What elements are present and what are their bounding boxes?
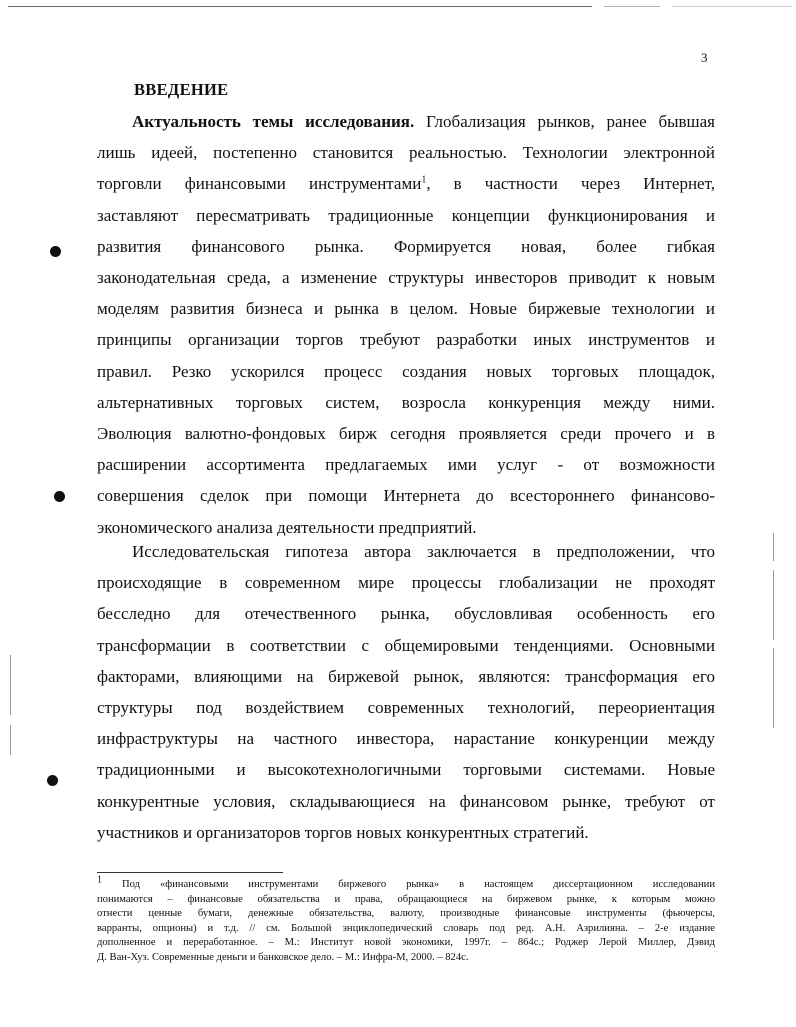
footnote-separator <box>97 872 283 873</box>
text-fragment: Под «финансовыми инструментами биржевого рынка» в настоящем диссертационном исследовании <box>102 879 715 890</box>
text-line: расширении ассортимента предлагаемых ими услуг - от возможности <box>97 455 715 475</box>
page-number: 3 <box>701 50 708 65</box>
text-line: традиционными и высокотехнологичными торговыми системами. Новые <box>97 760 715 780</box>
footnote <box>97 874 715 966</box>
text-line: Эволюция валютно-фондовых бирж сегодня проявляется среди прочего и в <box>97 424 715 444</box>
text-line: инфраструктуры на частного инвестора, нарастание конкуренции между <box>97 729 715 749</box>
text-line: бесследно для отечественного рынка, обусловливая особенность его <box>97 604 715 624</box>
paragraph-relevance <box>97 106 715 543</box>
scan-margin-mark <box>773 533 774 561</box>
text-line <box>97 168 715 199</box>
text-line: факторами, влияющими на биржевой рынок, являются: трансформация его <box>97 666 715 686</box>
text-line: конкурентные условия, складывающиеся на финансовом рынке, требуют от <box>97 791 715 811</box>
binder-hole-icon <box>47 775 58 786</box>
scan-margin-mark <box>773 570 774 640</box>
text-line: структуры под воздействием современных технологий, переориентация <box>97 698 715 718</box>
text-line: совершения сделок при помощи Интернета до всестороннего финансово- <box>97 486 715 506</box>
text-line: развития финансового рынка. Формируется новая, более гибкая <box>97 236 715 256</box>
text-line: заставляют пересматривать традиционные концепции функционирования и <box>97 205 715 225</box>
text-line <box>97 106 715 137</box>
footnote-line <box>97 874 715 893</box>
text-fragment: торговли финансовыми инструментами <box>97 174 422 194</box>
text-line: экономического анализа деятельности предприятий. <box>97 517 477 537</box>
text-line: законодательная среда, а изменение структуры инвесторов приводит к новым <box>97 268 715 288</box>
text-line: происходящие в современном мире процессы глобализации не проходят <box>97 573 715 593</box>
text-line: участников и организаторов торгов новых конкурентных стратегий. <box>97 822 589 842</box>
footnote-line: отнести ценные бумаги, денежные обязательства, валюту, производные финансовые инструменты (фьючерсы, <box>97 908 715 920</box>
footnote-line: Д. Ван-Хуз. Современные деньги и банковское дело. – М.: Инфра-М, 2000. – 824с. <box>97 951 469 963</box>
text-fragment: , в частности через Интернет, <box>426 174 715 194</box>
footnote-line: понимаются – финансовые обязательства и права, обращающиеся на биржевом рынке, к которым можно <box>97 893 715 905</box>
text-line: принципы организации торгов требуют разработки иных инструментов и <box>97 330 715 350</box>
footnote-line: дополненное и переработанное. – М.: Институт новой экономики, 1997г. – 864с.; Роджер Лерой Миллер, Дэвид <box>97 937 715 949</box>
binder-hole-icon <box>54 491 65 502</box>
text-line: правил. Резко ускорился процесс создания новых торговых площадок, <box>97 361 715 381</box>
scan-top-edge-line <box>604 6 660 7</box>
paragraph-hypothesis <box>97 536 715 848</box>
text-fragment: Глобализация рынков, ранее бывшая <box>414 112 716 131</box>
text-line: альтернативных торговых систем, возросла конкуренция между ними. <box>97 392 715 412</box>
footnote-line: варранты, опционы) и т.д. // см. Большой энциклопедический словарь под ред. А.Н. Азрилияна. – 2-е издание <box>97 922 715 934</box>
scan-margin-mark <box>10 655 11 715</box>
section-heading: ВВЕДЕНИЕ <box>134 80 229 99</box>
footnote-ref: 1 <box>421 174 427 186</box>
text-line: лишь идеей, постепенно становится реальностью. Технологии электронной <box>97 143 715 163</box>
text-line: трансформации в соответствии с общемировыми тенденциями. Основными <box>97 635 715 655</box>
scan-top-edge-line <box>672 6 792 7</box>
footnote-marker: 1 <box>97 874 102 886</box>
scan-margin-mark <box>10 725 11 755</box>
scan-top-edge-line <box>8 6 592 7</box>
binder-hole-icon <box>50 246 61 257</box>
scan-margin-mark <box>773 648 774 728</box>
text-line: Исследовательская гипотеза автора заключается в предположении, что <box>132 542 715 561</box>
text-line: моделям развития бизнеса и рынка в целом. Новые биржевые технологии и <box>97 299 715 319</box>
lead-phrase: Актуальность темы исследования. <box>132 112 415 131</box>
